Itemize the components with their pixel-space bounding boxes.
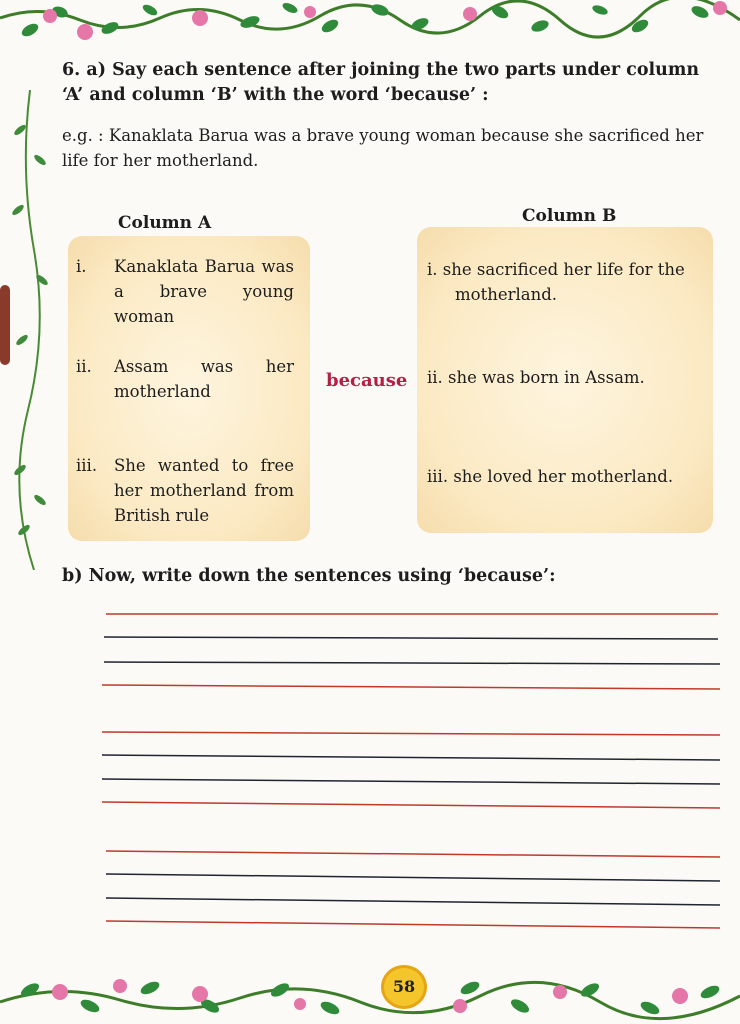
example-sentence: e.g. : Kanaklata Barua was a brave young woman because she sacrificed her life for her motherland. <box>62 126 704 170</box>
vine-decoration <box>0 90 62 570</box>
item-number: iii. <box>76 456 98 475</box>
item-text: She wanted to free her motherland from British rule <box>114 456 294 525</box>
column-b-title: Column B <box>522 206 617 226</box>
writing-line <box>102 779 720 784</box>
item-text: Kanaklata Barua was a brave young woman <box>114 257 294 326</box>
writing-line <box>102 685 720 689</box>
item-number: ii. <box>76 357 92 376</box>
floral-border-top <box>0 0 740 56</box>
page-edge-mark <box>0 285 10 365</box>
item-number: i. <box>76 257 87 276</box>
writing-line <box>106 898 720 905</box>
column-a-title: Column A <box>118 213 212 233</box>
connector-word: because <box>326 370 408 391</box>
leaf-icon <box>11 123 50 537</box>
writing-line <box>106 874 720 881</box>
writing-line <box>106 851 720 857</box>
column-b-item: ii. she was born in Assam. <box>427 368 645 387</box>
column-b-item: i. she sacrificed her life for the motherland. <box>427 260 685 304</box>
column-b-item: iii. she loved her motherland. <box>427 467 674 486</box>
writing-line <box>104 662 720 664</box>
writing-line <box>106 921 720 928</box>
writing-lines[interactable] <box>100 604 722 934</box>
page-number: 58 <box>384 968 424 1006</box>
leaf-vine-icon <box>0 0 740 39</box>
column-a-box <box>68 236 310 541</box>
writing-line <box>102 732 720 735</box>
writing-line <box>102 802 720 808</box>
writing-line <box>102 755 720 760</box>
writing-line <box>104 637 718 639</box>
item-text: Assam was her motherland <box>114 357 294 401</box>
part-b-instruction: b) Now, write down the sentences using ‘because’: <box>62 566 556 586</box>
column-b-box <box>417 227 713 533</box>
exercise-heading: 6. a) Say each sentence after joining the two parts under column ‘A’ and column ‘B’ with the word ‘because’ : <box>62 60 700 105</box>
floral-border-bottom <box>0 962 740 1024</box>
